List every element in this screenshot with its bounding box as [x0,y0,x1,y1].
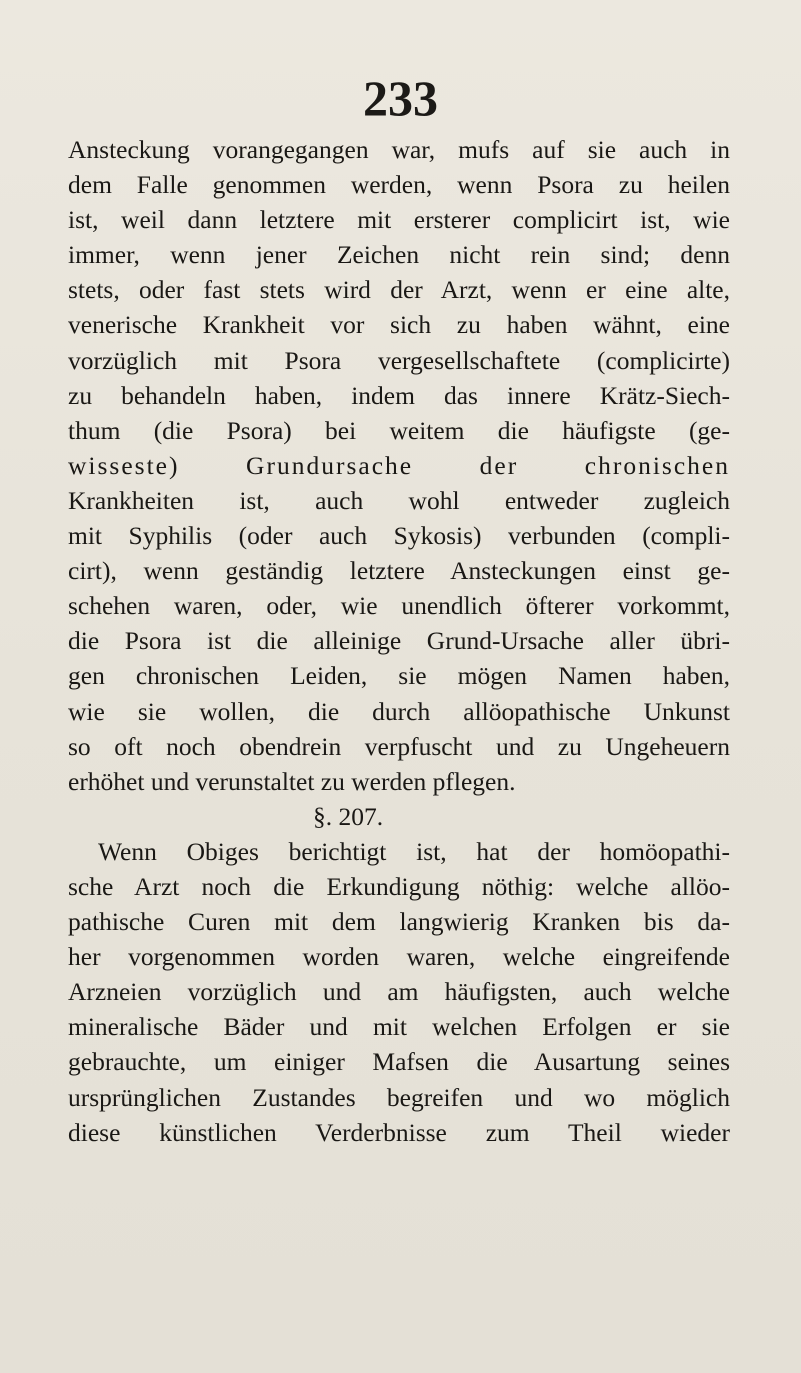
text-line: ursprünglichen Zustandes begreifen und wo möglich [68,1082,730,1112]
text-line: Wenn Obiges berichtigt ist, hat der homöopathi- [98,836,730,866]
text-line: venerische Krankheit vor sich zu haben wähnt, eine [68,310,730,340]
text-line: thum (die Psora) bei weitem die häufigste (ge- [68,415,730,445]
text-line: zu behandeln haben, indem das innere Krätz-Siech- [68,380,730,410]
text-line: Krankheiten ist, auch wohl entweder zugleich [68,485,730,515]
paragraph-1 [68,132,730,799]
text-line: mineralische Bäder und mit welchen Erfolgen er sie [68,1012,730,1042]
text-line: die Psora ist die alleinige Grund-Ursache aller übri- [68,626,730,656]
text-line: schehen waren, oder, wie unendlich öfterer vorkommt, [68,591,730,621]
text-line: gen chronischen Leiden, sie mögen Namen haben, [68,661,730,691]
text-line: stets, oder fast stets wird der Arzt, wenn er eine alte, [68,275,730,305]
text-line: mit Syphilis (oder auch Sykosis) verbunden (compli- [68,521,730,551]
text-line: wie sie wollen, die durch allöopathische Unkunst [68,696,730,726]
text-line: pathische Curen mit dem langwierig Kranken bis da- [68,907,730,937]
text-line: erhöhet und verunstaltet zu werden pflegen. [68,766,516,796]
text-line: cirt), wenn geständig letztere Ansteckungen einst ge- [68,556,730,586]
text-line: sche Arzt noch die Erkundigung nöthig: welche allöo- [68,871,730,901]
text-line: dem Falle genommen werden, wenn Psora zu heilen [68,170,730,200]
page-number: 233 [363,70,438,126]
paragraph-2 [68,834,730,1150]
body-text [68,132,730,1150]
section-heading: §. 207. [313,801,384,831]
text-line: so oft noch obendrein verpfuscht und zu Ungeheuern [68,731,730,761]
text-line: Ansteckung vorangegangen war, mufs auf sie auch in [68,135,730,164]
text-line: Arzneien vorzüglich und am häufigsten, auch welche [68,977,730,1007]
text-line: vorzüglich mit Psora vergesellschaftete (complicirte) [68,345,730,375]
text-line: her vorgenommen worden waren, welche eingreifende [68,942,730,972]
text-line: gebrauchte, um einiger Mafsen die Ausartung seines [68,1047,730,1077]
text-line: immer, wenn jener Zeichen nicht rein sind; denn [68,240,730,270]
text-line: diese künstlichen Verderbnisse zum Theil wieder [68,1117,730,1147]
text-line: wisseste) Grundursache der chronischen [68,450,730,480]
text-line: ist, weil dann letztere mit ersterer complicirt ist, wie [68,205,730,235]
